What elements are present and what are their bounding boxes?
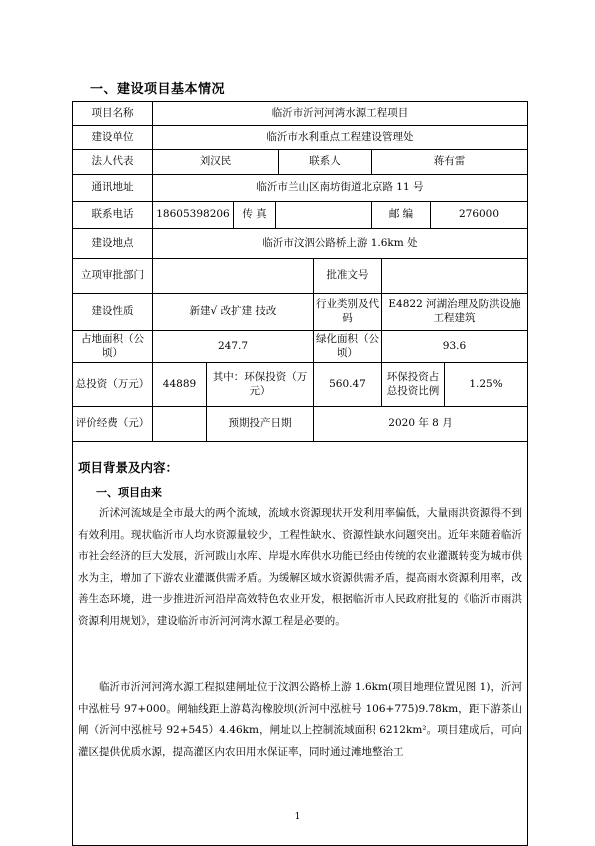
location-label: 建设地点 (73, 229, 153, 259)
area-label: 占地面积（公顷） (73, 331, 153, 363)
phone-label: 联系电话 (73, 202, 153, 229)
origin-title: 一、项目由来 (96, 486, 162, 499)
postcode-label: 邮 编 (372, 202, 431, 229)
prod-date-value: 2020 年 8 月 (314, 407, 527, 442)
invest-value: 44889 (153, 363, 207, 407)
industry-value: E4822 河湖治理及防洪设施工程建筑 (382, 294, 527, 331)
review-fee-label: 评价经费（元） (73, 407, 153, 442)
env-invest-value: 560.47 (314, 363, 382, 407)
env-ratio-label: 环保投资占总投资比例 (382, 363, 445, 407)
paragraph-1: 沂沭河流域是全市最大的两个流域，流域水资源现状开发利用率偏低，大量雨洪资源得不到有效利用。现状临沂市人均水资源量较少，工程性缺水、资源性缺水问题突出。近年来随着临沂市社会经济的巨大发展，沂河跋山水库、岸堤水库供水功能已经由传统的农业灌溉转变为城市供水为主，增加了下游农业灌溉供需矛盾。为缓解区域水资源供需矛盾，提高雨水资源利用率，改善生态环境，进一步推进沂河沿岸高效特色农业开发，根据临沂市人民政府批复的《临沂市雨洪资源利用规划》，建设临沂市沂河河湾水源工程是必要的。 (78, 507, 522, 627)
address-value: 临沂市兰山区南坊街道北京路 11 号 (153, 175, 527, 202)
env-ratio-value: 1.25% (445, 363, 527, 407)
builder-value: 临沂市水利重点工程建设管理处 (153, 126, 527, 150)
page-number: 1 (294, 812, 301, 822)
address-label: 通讯地址 (73, 175, 153, 202)
section-title: 一、建设项目基本情况 (90, 82, 226, 97)
legal-rep-label: 法人代表 (73, 150, 153, 175)
fax-label: 传 真 (234, 202, 276, 229)
nature-value: 新建√ 改扩建 技改 (153, 294, 314, 331)
prod-date-label: 预期投产日期 (207, 407, 314, 442)
env-invest-label: 其中：环保投资（万元） (207, 363, 314, 407)
area-value: 247.7 (153, 331, 314, 363)
location-value: 临沂市汶泗公路桥上游 1.6km 处 (153, 229, 527, 259)
background-title: 项目背景及内容： (78, 460, 179, 475)
project-name-label: 项目名称 (73, 102, 153, 126)
review-fee-value (153, 407, 207, 442)
nature-label: 建设性质 (73, 294, 153, 331)
contact-label: 联系人 (279, 150, 372, 175)
builder-label: 建设单位 (73, 126, 153, 150)
fax-value (276, 202, 372, 229)
green-value: 93.6 (382, 331, 527, 363)
postcode-value: 276000 (431, 202, 527, 229)
paragraph-2: 临沂市沂河河湾水源工程拟建闸址位于汶泗公路桥上游 1.6km(项目地理位置见图 1)，沂河中泓桩号 97+000。闸轴线距上游葛沟橡胶坝(沂河中泓桩号 106+775)9.78km，距下游茶山闸（沂河中泓桩号 92+545）4.46km，闸址以上控制流域面积 6212km²。项目建成后，可向灌区提供优质水源，提高灌区内农田用水保证率，同时通过滩地整治工 (78, 681, 522, 758)
green-label: 绿化面积（公顷） (314, 331, 382, 363)
phone-value: 18605398206 (153, 202, 234, 229)
project-name-value: 临沂市沂河河湾水源工程项目 (153, 102, 527, 126)
industry-label: 行业类别及代码 (314, 294, 382, 331)
invest-label: 总投资（万元） (73, 363, 153, 407)
legal-rep-value: 刘汉民 (153, 150, 279, 175)
approval-no-value (382, 259, 527, 294)
approval-dept-label: 立项审批部门 (73, 259, 153, 294)
approval-no-label: 批准文号 (314, 259, 382, 294)
approval-dept-value (153, 259, 314, 294)
contact-value: 蒋有雷 (372, 150, 527, 175)
